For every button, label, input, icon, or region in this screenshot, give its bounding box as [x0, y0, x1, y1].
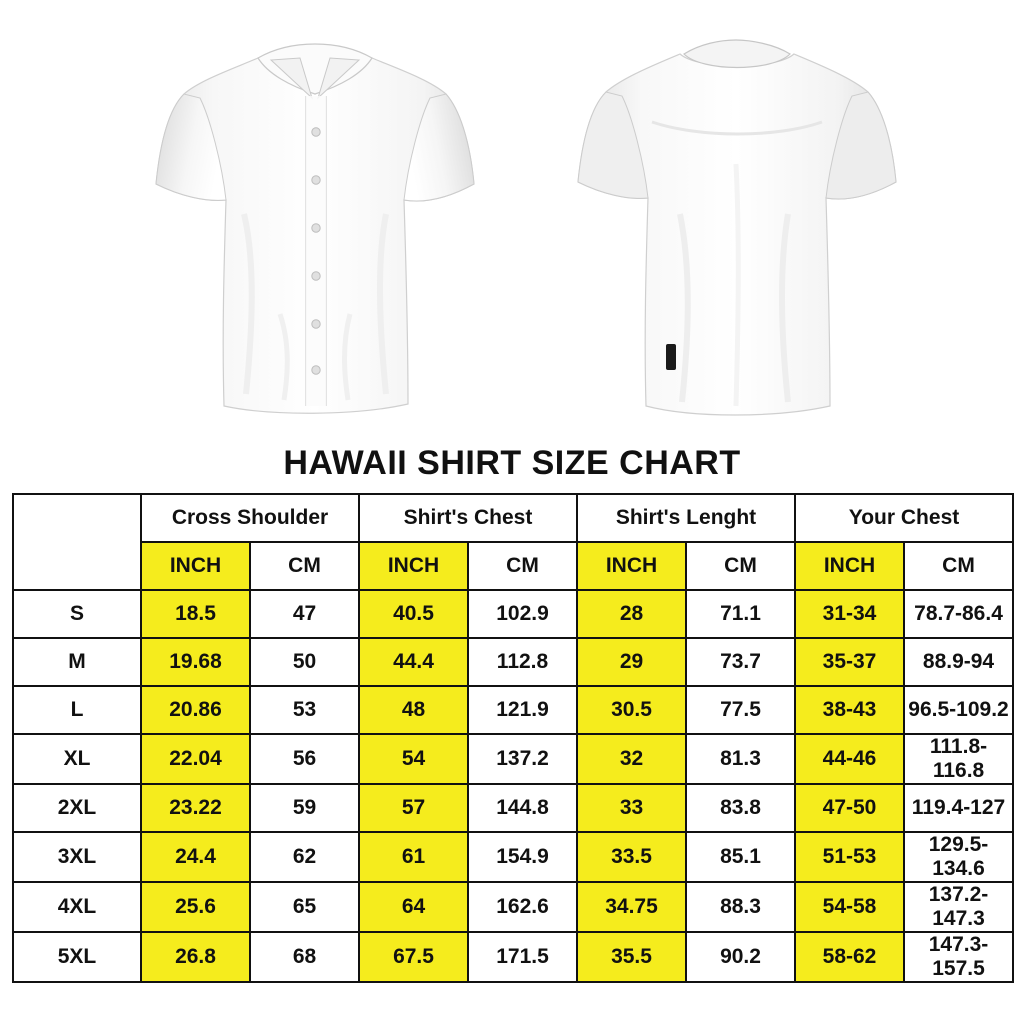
cell-your-chest-inch: 31-34 — [795, 590, 904, 638]
group-header-shirts-chest: Shirt's Chest — [359, 494, 577, 542]
cell-shirts-lenght-inch: 34.75 — [577, 882, 686, 932]
row-size-label: 4XL — [13, 882, 141, 932]
cell-shirts-chest-inch: 57 — [359, 784, 468, 832]
table-row — [13, 638, 1013, 686]
cell-your-chest-inch: 51-53 — [795, 832, 904, 882]
cell-cross-shoulder-inch: 20.86 — [141, 686, 250, 734]
group-header-row — [13, 494, 1013, 542]
cell-your-chest-inch: 38-43 — [795, 686, 904, 734]
group-header-your-chest: Your Chest — [795, 494, 1013, 542]
cell-your-chest-inch: 54-58 — [795, 882, 904, 932]
unit-header-cross-shoulder-inch: INCH — [141, 542, 250, 590]
cell-shirts-chest-inch: 61 — [359, 832, 468, 882]
unit-header-cross-shoulder-cm: CM — [250, 542, 359, 590]
cell-cross-shoulder-inch: 24.4 — [141, 832, 250, 882]
cell-your-chest-cm: 147.3-157.5 — [904, 932, 1013, 982]
unit-header-your-chest-cm: CM — [904, 542, 1013, 590]
cell-cross-shoulder-cm: 62 — [250, 832, 359, 882]
cell-cross-shoulder-cm: 68 — [250, 932, 359, 982]
cell-shirts-chest-cm: 121.9 — [468, 686, 577, 734]
cell-your-chest-cm: 88.9-94 — [904, 638, 1013, 686]
cell-shirts-lenght-cm: 90.2 — [686, 932, 795, 982]
cell-your-chest-inch: 58-62 — [795, 932, 904, 982]
cell-your-chest-cm: 78.7-86.4 — [904, 590, 1013, 638]
size-table-container — [0, 493, 1024, 983]
cell-shirts-chest-cm: 137.2 — [468, 734, 577, 784]
cell-cross-shoulder-cm: 47 — [250, 590, 359, 638]
row-size-label: L — [13, 686, 141, 734]
cell-shirts-lenght-inch: 30.5 — [577, 686, 686, 734]
shirt-illustrations — [0, 0, 1024, 444]
cell-shirts-chest-cm: 144.8 — [468, 784, 577, 832]
cell-shirts-lenght-inch: 32 — [577, 734, 686, 784]
cell-cross-shoulder-inch: 18.5 — [141, 590, 250, 638]
cell-shirts-lenght-cm: 81.3 — [686, 734, 795, 784]
cell-shirts-lenght-cm: 71.1 — [686, 590, 795, 638]
cell-cross-shoulder-inch: 19.68 — [141, 638, 250, 686]
cell-shirts-lenght-cm: 83.8 — [686, 784, 795, 832]
cell-shirts-lenght-cm: 88.3 — [686, 882, 795, 932]
unit-header-your-chest-inch: INCH — [795, 542, 904, 590]
unit-header-shirts-lenght-cm: CM — [686, 542, 795, 590]
cell-cross-shoulder-cm: 59 — [250, 784, 359, 832]
row-size-label: 5XL — [13, 932, 141, 982]
unit-header-shirts-chest-inch: INCH — [359, 542, 468, 590]
cell-your-chest-inch: 35-37 — [795, 638, 904, 686]
table-row — [13, 784, 1013, 832]
cell-shirts-chest-inch: 67.5 — [359, 932, 468, 982]
cell-cross-shoulder-cm: 50 — [250, 638, 359, 686]
table-row — [13, 832, 1013, 882]
cell-shirts-lenght-cm: 77.5 — [686, 686, 795, 734]
cell-shirts-lenght-cm: 85.1 — [686, 832, 795, 882]
cell-shirts-lenght-inch: 28 — [577, 590, 686, 638]
row-size-label: 2XL — [13, 784, 141, 832]
cell-your-chest-inch: 44-46 — [795, 734, 904, 784]
cell-cross-shoulder-inch: 23.22 — [141, 784, 250, 832]
row-size-label: S — [13, 590, 141, 638]
cell-cross-shoulder-inch: 25.6 — [141, 882, 250, 932]
shirt-back-view — [560, 14, 910, 434]
cell-cross-shoulder-cm: 56 — [250, 734, 359, 784]
cell-shirts-lenght-cm: 73.7 — [686, 638, 795, 686]
cell-your-chest-cm: 111.8-116.8 — [904, 734, 1013, 784]
cell-shirts-lenght-inch: 33 — [577, 784, 686, 832]
cell-your-chest-inch: 47-50 — [795, 784, 904, 832]
cell-shirts-chest-inch: 40.5 — [359, 590, 468, 638]
cell-cross-shoulder-cm: 65 — [250, 882, 359, 932]
cell-shirts-chest-inch: 54 — [359, 734, 468, 784]
cell-shirts-lenght-inch: 29 — [577, 638, 686, 686]
table-row — [13, 686, 1013, 734]
cell-shirts-chest-inch: 44.4 — [359, 638, 468, 686]
group-header-cross-shoulder: Cross Shoulder — [141, 494, 359, 542]
cell-cross-shoulder-inch: 26.8 — [141, 932, 250, 982]
cell-your-chest-cm: 137.2-147.3 — [904, 882, 1013, 932]
unit-header-shirts-lenght-inch: INCH — [577, 542, 686, 590]
cell-shirts-lenght-inch: 35.5 — [577, 932, 686, 982]
cell-shirts-chest-cm: 162.6 — [468, 882, 577, 932]
row-size-label: XL — [13, 734, 141, 784]
size-chart-table — [12, 493, 1014, 983]
cell-shirts-chest-cm: 102.9 — [468, 590, 577, 638]
size-column-header — [13, 494, 141, 590]
cell-your-chest-cm: 96.5-109.2 — [904, 686, 1013, 734]
table-row — [13, 882, 1013, 932]
cell-shirts-chest-inch: 48 — [359, 686, 468, 734]
table-row — [13, 590, 1013, 638]
unit-header-row — [13, 542, 1013, 590]
cell-shirts-chest-cm: 154.9 — [468, 832, 577, 882]
cell-cross-shoulder-cm: 53 — [250, 686, 359, 734]
table-row — [13, 932, 1013, 982]
table-row — [13, 734, 1013, 784]
page-title: HAWAII SHIRT SIZE CHART — [283, 444, 741, 482]
shirt-front-view — [140, 14, 490, 434]
row-size-label: 3XL — [13, 832, 141, 882]
cell-shirts-lenght-inch: 33.5 — [577, 832, 686, 882]
unit-header-shirts-chest-cm: CM — [468, 542, 577, 590]
cell-shirts-chest-cm: 171.5 — [468, 932, 577, 982]
cell-your-chest-cm: 119.4-127 — [904, 784, 1013, 832]
cell-shirts-chest-inch: 64 — [359, 882, 468, 932]
cell-your-chest-cm: 129.5-134.6 — [904, 832, 1013, 882]
row-size-label: M — [13, 638, 141, 686]
cell-shirts-chest-cm: 112.8 — [468, 638, 577, 686]
group-header-shirts-lenght: Shirt's Lenght — [577, 494, 795, 542]
cell-cross-shoulder-inch: 22.04 — [141, 734, 250, 784]
